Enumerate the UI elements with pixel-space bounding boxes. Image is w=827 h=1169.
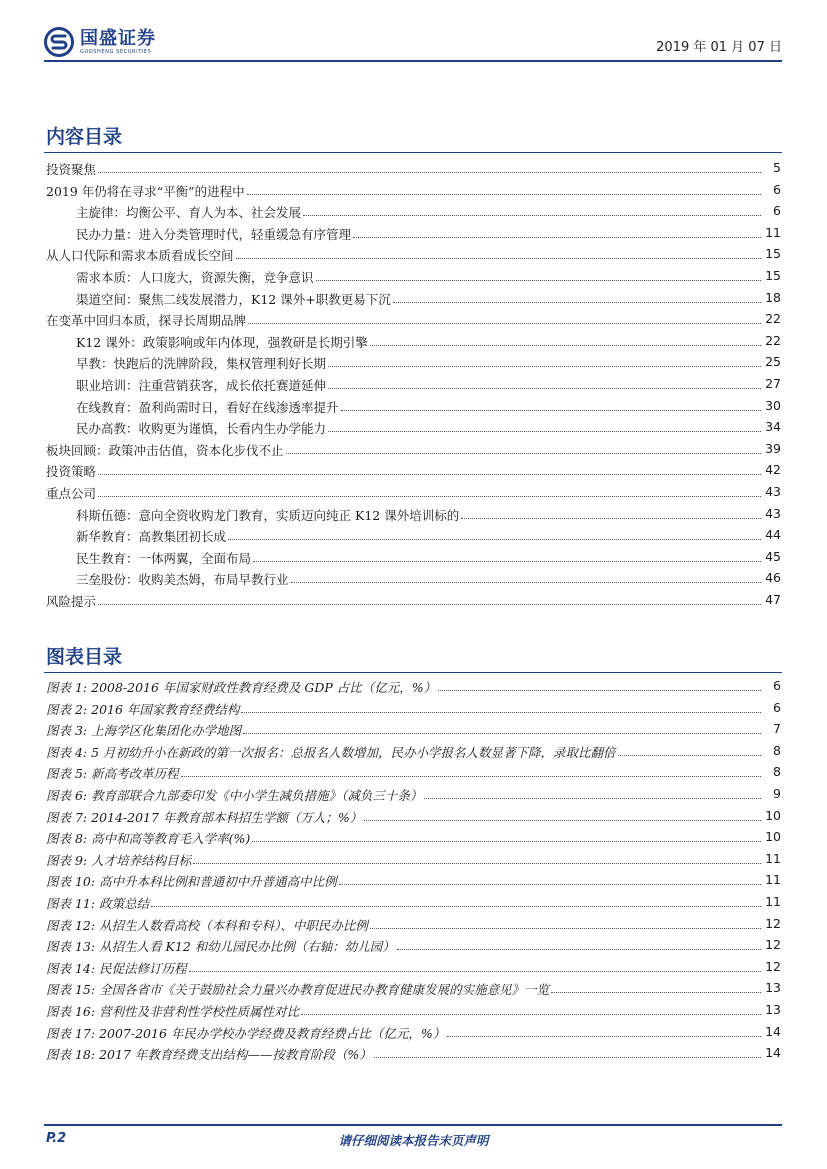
figure-entry-page: 12: [765, 937, 781, 953]
toc-entry-label: 在线教育：盈利尚需时日，看好在线渗透率提升: [76, 399, 339, 415]
toc-entry[interactable]: [0, 309, 827, 331]
toc-entry-label: 主旋律：均衡公平、育人为本、社会发展: [76, 205, 302, 221]
figure-entry-label: 图表 6: 教育部联合九部委印发《中小学生减负措施》（减负三十条）: [46, 788, 423, 803]
figure-entry-page: 6: [773, 699, 781, 715]
figure-entry[interactable]: [0, 719, 827, 741]
figure-entry[interactable]: [0, 935, 827, 957]
toc-entry-label: 投资聚焦: [46, 162, 97, 177]
toc-dot-leader: [393, 302, 761, 303]
figure-dot-leader: [374, 1057, 761, 1058]
toc-entry-label: 在变革中回归本质，探寻长周期品牌: [46, 313, 247, 329]
figure-entry-page: 14: [765, 1045, 781, 1061]
footer-divider: [44, 1124, 782, 1126]
toc-entry-page: 47: [765, 592, 781, 607]
figure-entry[interactable]: [0, 1043, 827, 1065]
toc-entry[interactable]: [0, 201, 827, 223]
toc-dot-leader: [98, 496, 761, 497]
figure-dot-leader: [370, 928, 761, 929]
figure-dot-leader: [193, 863, 761, 864]
figure-entry[interactable]: [0, 698, 827, 720]
toc-dot-leader: [248, 323, 761, 324]
toc-entry-label: 2019 年仍将在寻求“平衡”的进程中: [46, 183, 245, 199]
toc-entry[interactable]: [0, 374, 827, 396]
figure-entry[interactable]: [0, 762, 827, 784]
toc-entry-page: 22: [765, 332, 781, 348]
toc-entry[interactable]: [0, 439, 827, 461]
logo-icon: [44, 27, 74, 57]
figure-dot-leader: [438, 690, 761, 691]
figure-dot-leader: [189, 971, 761, 972]
page-number: P.2: [46, 1131, 67, 1146]
toc-entry[interactable]: [0, 158, 827, 180]
toc-entry[interactable]: [0, 288, 827, 310]
figure-entry-label: 图表 17: 2007-2016 年民办学校办学经费及教育经费占比（亿元，%）: [46, 1025, 446, 1041]
figure-dot-leader: [551, 992, 761, 993]
toc-entry-page: 18: [765, 289, 781, 305]
toc-dot-leader: [328, 388, 761, 389]
figures-title-divider: [44, 672, 782, 673]
figure-dot-leader: [339, 884, 761, 885]
toc-entry[interactable]: [0, 460, 827, 482]
figure-entry-page: 9: [773, 786, 781, 801]
header-divider: [44, 60, 782, 62]
toc-dot-leader: [236, 258, 761, 259]
figure-dot-leader: [397, 949, 761, 950]
toc-entry-label: 风险提示: [46, 594, 97, 609]
figure-dot-leader: [447, 1036, 761, 1037]
figure-entry-page: 12: [765, 958, 781, 974]
toc-dot-leader: [370, 345, 761, 346]
toc-dot-leader: [247, 194, 761, 195]
figure-dot-leader: [243, 733, 761, 734]
toc-entry-page: 34: [765, 419, 781, 435]
toc-entry[interactable]: [0, 590, 827, 612]
report-date: 2019 年 01 月 07 日: [656, 40, 782, 55]
toc-entry-page: 46: [765, 570, 781, 586]
toc-entry-label: 民办高教：收购更为谨慎，长看内生办学能力: [76, 421, 327, 437]
figure-entry-label: 图表 12: 从招生人数看高校（本科和专科）、中职民办比例: [46, 917, 368, 933]
figure-entry-page: 11: [765, 850, 781, 866]
figure-entry-page: 10: [765, 829, 781, 845]
figure-dot-leader: [252, 841, 761, 842]
figure-entry-page: 13: [765, 1002, 781, 1017]
toc-dot-leader: [98, 604, 761, 605]
toc-entry-label: 板块回顾：政策冲击估值，资本化步伐不止: [46, 442, 284, 458]
figure-entry-page: 11: [765, 872, 781, 888]
toc-dot-leader: [328, 366, 761, 367]
toc-dot-leader: [353, 237, 761, 238]
toc-entry-page: 11: [765, 224, 781, 240]
figure-entry-label: 图表 14: 民促法修订历程: [46, 960, 187, 976]
toc-dot-leader: [341, 410, 761, 411]
figure-entry-label: 图表 8: 高中和高等教育毛入学率(%): [46, 831, 251, 847]
figure-entry-page: 12: [765, 915, 781, 931]
toc-entry[interactable]: [0, 352, 827, 374]
figure-entry-page: 7: [773, 721, 781, 737]
toc-dot-leader: [228, 539, 761, 540]
figure-entry[interactable]: [0, 676, 827, 698]
toc-entry[interactable]: [0, 504, 827, 526]
toc-entry-label: K12 课外：政策影响或年内体现，强教研是长期引擎: [76, 334, 368, 350]
figure-dot-leader: [241, 712, 761, 713]
toc-entry-page: 25: [765, 354, 781, 370]
figure-entry[interactable]: [0, 870, 827, 892]
figure-entry-page: 8: [773, 764, 781, 780]
figure-entry-page: 8: [773, 742, 781, 758]
toc-entry-page: 27: [765, 376, 781, 391]
toc-entry-label: 重点公司: [46, 486, 97, 501]
toc-dot-leader: [253, 561, 761, 562]
toc-entry-label: 需求本质：人口庞大，资源失衡，竞争意识: [76, 270, 314, 285]
toc-entry-label: 从人口代际和需求本质看成长空间: [46, 248, 234, 264]
toc-dot-leader: [98, 474, 761, 475]
toc-entry-page: 39: [765, 440, 781, 456]
toc-entry[interactable]: [0, 331, 827, 353]
toc-dot-leader: [98, 172, 761, 173]
toc-entry[interactable]: [0, 482, 827, 504]
figure-entry[interactable]: [0, 1022, 827, 1044]
figure-entry-label: 图表 18: 2017 年教育经费支出结构——按教育阶段（%）: [46, 1047, 372, 1063]
toc-entry-label: 三垒股份：收购美杰姆，布局早教行业: [76, 572, 289, 588]
toc-entry-page: 43: [765, 484, 781, 499]
toc-dot-leader: [461, 518, 761, 519]
figure-entry-label: 图表 16: 营利性及非营利性学校性质属性对比: [46, 1004, 300, 1019]
figure-entry-label: 图表 2: 2016 年国家教育经费结构: [46, 701, 240, 717]
figure-dot-leader: [618, 755, 761, 756]
toc-entry[interactable]: [0, 417, 827, 439]
figure-entry-label: 图表 7: 2014-2017 年教育部本科招生学额（万人；%）: [46, 809, 363, 825]
toc-entry-label: 新华教育：高教集团初长成: [76, 529, 227, 545]
logo-english: GUOSHENG SECURITIES: [80, 48, 152, 55]
figure-entry[interactable]: [0, 978, 827, 1000]
toc-entry-page: 6: [773, 203, 781, 219]
toc-entry[interactable]: [0, 180, 827, 202]
figure-dot-leader: [181, 776, 761, 777]
figure-entry-label: 图表 13: 从招生人看 K12 和幼儿园民办比例（右轴：幼儿园）: [46, 939, 395, 955]
page-header: [44, 24, 782, 60]
company-logo: [44, 24, 156, 60]
figure-dot-leader: [424, 798, 761, 799]
figure-entry-label: 图表 15: 全国各省市《关于鼓励社会力量兴办教育促进民办教育健康发展的实施意见》一览: [46, 982, 550, 998]
figures-title: 图表目录: [46, 646, 123, 668]
figure-entry-label: 图表 11: 政策总结: [46, 896, 150, 911]
toc-dot-leader: [291, 582, 761, 583]
figure-entry[interactable]: [0, 914, 827, 936]
figure-entry-page: 10: [765, 807, 781, 823]
figure-dot-leader: [364, 820, 761, 821]
toc-entry-label: 科斯伍德：意向全资收购龙门教育，实质迈向纯正 K12 课外培训标的: [76, 507, 460, 523]
toc-entry-page: 43: [765, 505, 781, 521]
toc-dot-leader: [316, 280, 761, 281]
figure-entry-page: 11: [765, 894, 781, 909]
toc-entry-page: 15: [765, 246, 781, 262]
toc-entry[interactable]: [0, 525, 827, 547]
toc-entry[interactable]: [0, 396, 827, 418]
figure-dot-leader: [151, 906, 761, 907]
toc-dot-leader: [328, 431, 761, 432]
logo-name: 国盛证券: [80, 27, 156, 49]
toc-entry-label: 早教：快跑后的洗牌阶段，集权管理利好长期: [76, 356, 327, 372]
toc-entry-page: 42: [765, 462, 781, 478]
toc-entry-page: 30: [765, 397, 781, 413]
figure-entry[interactable]: [0, 849, 827, 871]
toc-entry-label: 民生教育：一体两翼，全面布局: [76, 550, 252, 566]
figure-entry-label: 图表 5: 新高考改革历程: [46, 766, 179, 782]
figure-entry[interactable]: [0, 806, 827, 828]
figure-entry-label: 图表 4: 5 月初幼升小在新政的第一次报名：总报名人数增加，民办小学报名人数显著下降，录取比翻倍: [46, 744, 616, 760]
toc-entry-label: 职业培训：注重营销获客，成长依托赛道延伸: [76, 378, 327, 393]
figure-entry[interactable]: [0, 784, 827, 806]
figure-entry-page: 13: [765, 980, 781, 996]
toc-dot-leader: [303, 215, 761, 216]
toc-entry-label: 民办力量：进入分类管理时代，轻重缓急有序管理: [76, 226, 352, 242]
figure-entry[interactable]: [0, 741, 827, 763]
toc-entry-label: 渠道空间：聚焦二线发展潜力，K12 课外+职教更易下沉: [76, 291, 391, 307]
figure-entry-label: 图表 3: 上海学区化集团化办学地图: [46, 723, 242, 739]
toc-entry[interactable]: [0, 547, 827, 569]
figure-entry[interactable]: [0, 827, 827, 849]
toc-entry-page: 15: [765, 268, 781, 283]
toc-entry-page: 22: [765, 311, 781, 327]
figure-entry-page: 14: [765, 1023, 781, 1039]
figure-entry-label: 图表 10: 高中升本科比例和普通初中升普通高中比例: [46, 874, 337, 890]
figure-dot-leader: [301, 1014, 761, 1015]
figure-entry[interactable]: [0, 892, 827, 914]
toc-entry[interactable]: [0, 568, 827, 590]
figure-entry[interactable]: [0, 1000, 827, 1022]
figure-entry[interactable]: [0, 957, 827, 979]
toc-title-divider: [44, 152, 782, 153]
toc-entry[interactable]: [0, 266, 827, 288]
figure-entry-label: 图表 1: 2008-2016 年国家财政性教育经费及 GDP 占比（亿元，%）: [46, 680, 437, 695]
toc-dot-leader: [286, 453, 761, 454]
figure-entry-label: 图表 9: 人才培养结构目标: [46, 852, 192, 868]
toc-entry-label: 投资策略: [46, 464, 97, 480]
footer-disclaimer: 请仔细阅读本报告末页声明: [338, 1133, 489, 1148]
toc-entry-page: 5: [773, 160, 781, 175]
toc-entry-page: 45: [765, 548, 781, 564]
toc-entry-page: 6: [773, 181, 781, 197]
toc-entry-page: 44: [765, 527, 781, 543]
toc-title: 内容目录: [46, 126, 123, 148]
figure-entry-page: 6: [773, 678, 781, 693]
toc-entry[interactable]: [0, 244, 827, 266]
toc-entry[interactable]: [0, 223, 827, 245]
